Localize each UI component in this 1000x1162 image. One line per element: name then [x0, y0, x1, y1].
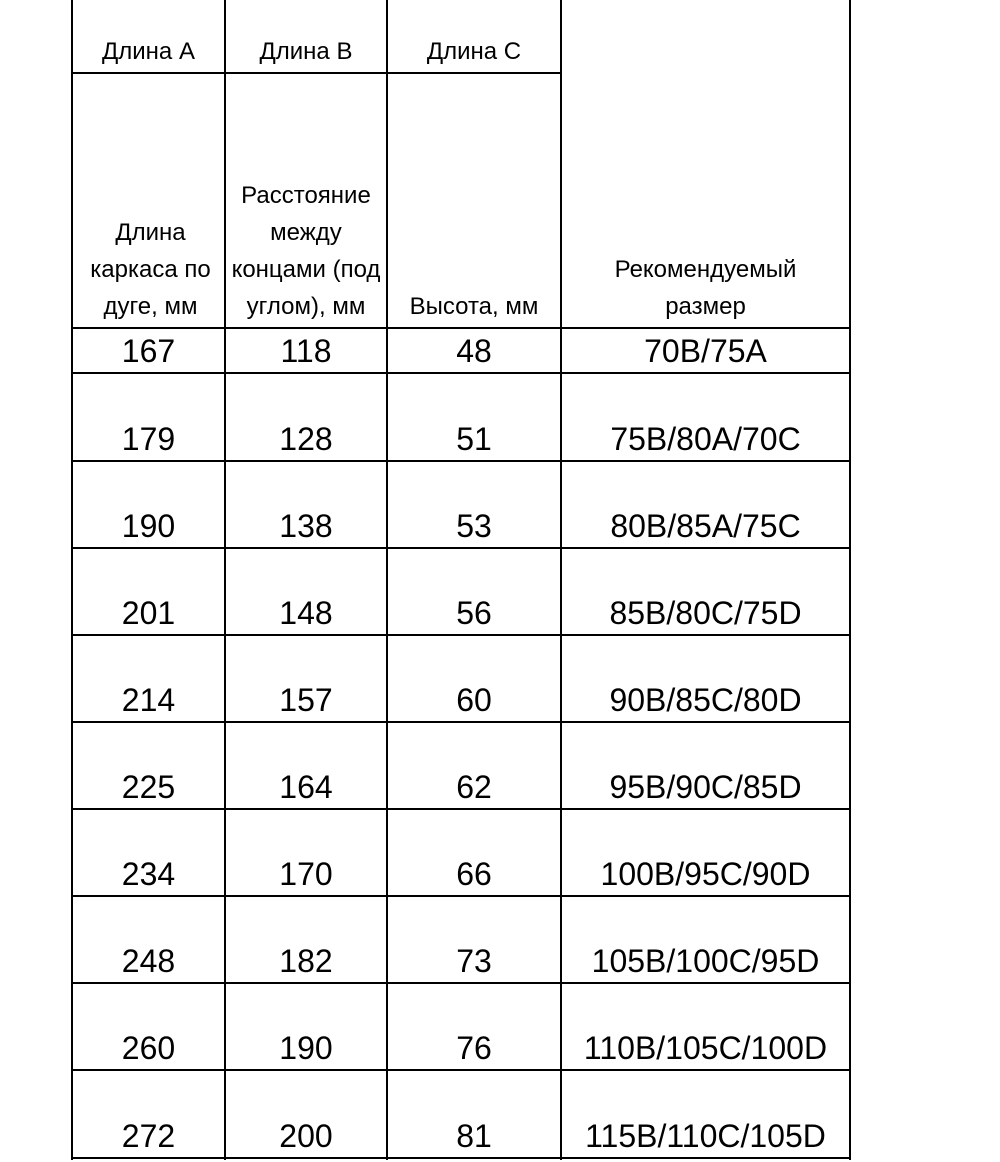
table-cell: 225: [121, 769, 176, 805]
table-cell: 80B/85A/75C: [610, 508, 801, 544]
header-desc-arc-length: Длина каркаса по дуге, мм: [90, 219, 211, 320]
table-cell: 200: [279, 1118, 333, 1154]
table-cell: 105B/100C/95D: [591, 943, 820, 979]
header-desc-recommended-size: Рекомендуемый размер: [614, 256, 797, 320]
table-cell: 272: [121, 1118, 176, 1154]
table-cell: 167: [121, 333, 176, 369]
table-cell: 128: [279, 421, 333, 457]
table-cell: 260: [121, 1030, 176, 1066]
table-cell: 85B/80C/75D: [609, 595, 802, 631]
header-length-c: Длина C: [426, 38, 522, 65]
table-cell: 170: [279, 856, 333, 892]
table-cell: 148: [279, 595, 333, 631]
grid-line: [71, 1157, 851, 1159]
table-cell: 51: [456, 421, 492, 457]
table-cell: 76: [456, 1030, 492, 1066]
table-cell: 110B/105C/100D: [583, 1030, 828, 1066]
table-cell: 100B/95C/90D: [600, 856, 811, 892]
grid-line: [849, 0, 851, 1160]
table-cell: 164: [279, 769, 333, 805]
table-cell: 70B/75A: [644, 333, 767, 369]
table-cell: 53: [456, 508, 492, 544]
table-cell: 190: [279, 1030, 333, 1066]
table-cell: 48: [456, 333, 492, 369]
header-desc-height: Высота, мм: [409, 293, 539, 320]
table-cell: 118: [280, 333, 332, 369]
table-cell: 95B/90C/85D: [609, 769, 802, 805]
table-cell: 138: [279, 508, 333, 544]
table-cell: 60: [456, 682, 492, 718]
table-cell: 73: [456, 943, 492, 979]
table-cell: 214: [121, 682, 176, 718]
table-cell: 90B/85C/80D: [609, 682, 802, 718]
header-length-a: Длина A: [102, 38, 195, 65]
table-cell: 62: [456, 769, 492, 805]
table-cell: 56: [456, 595, 492, 631]
table-cell: 115B/110C/105D: [585, 1118, 826, 1154]
table-cell: 248: [121, 943, 176, 979]
table-cell: 182: [279, 943, 333, 979]
table-cell: 234: [121, 856, 176, 892]
table-cell: 157: [279, 682, 333, 718]
table-cell: 190: [121, 508, 176, 544]
table-cell: 179: [121, 421, 176, 457]
header-length-b: Длина B: [259, 38, 353, 65]
header-desc-end-distance: Расстояние между концами (под углом), мм: [231, 182, 381, 320]
table-cell: 81: [456, 1118, 492, 1154]
table-cell: 66: [456, 856, 492, 892]
table-cell: 75B/80A/70C: [610, 421, 801, 457]
table-cell: 201: [121, 595, 176, 631]
